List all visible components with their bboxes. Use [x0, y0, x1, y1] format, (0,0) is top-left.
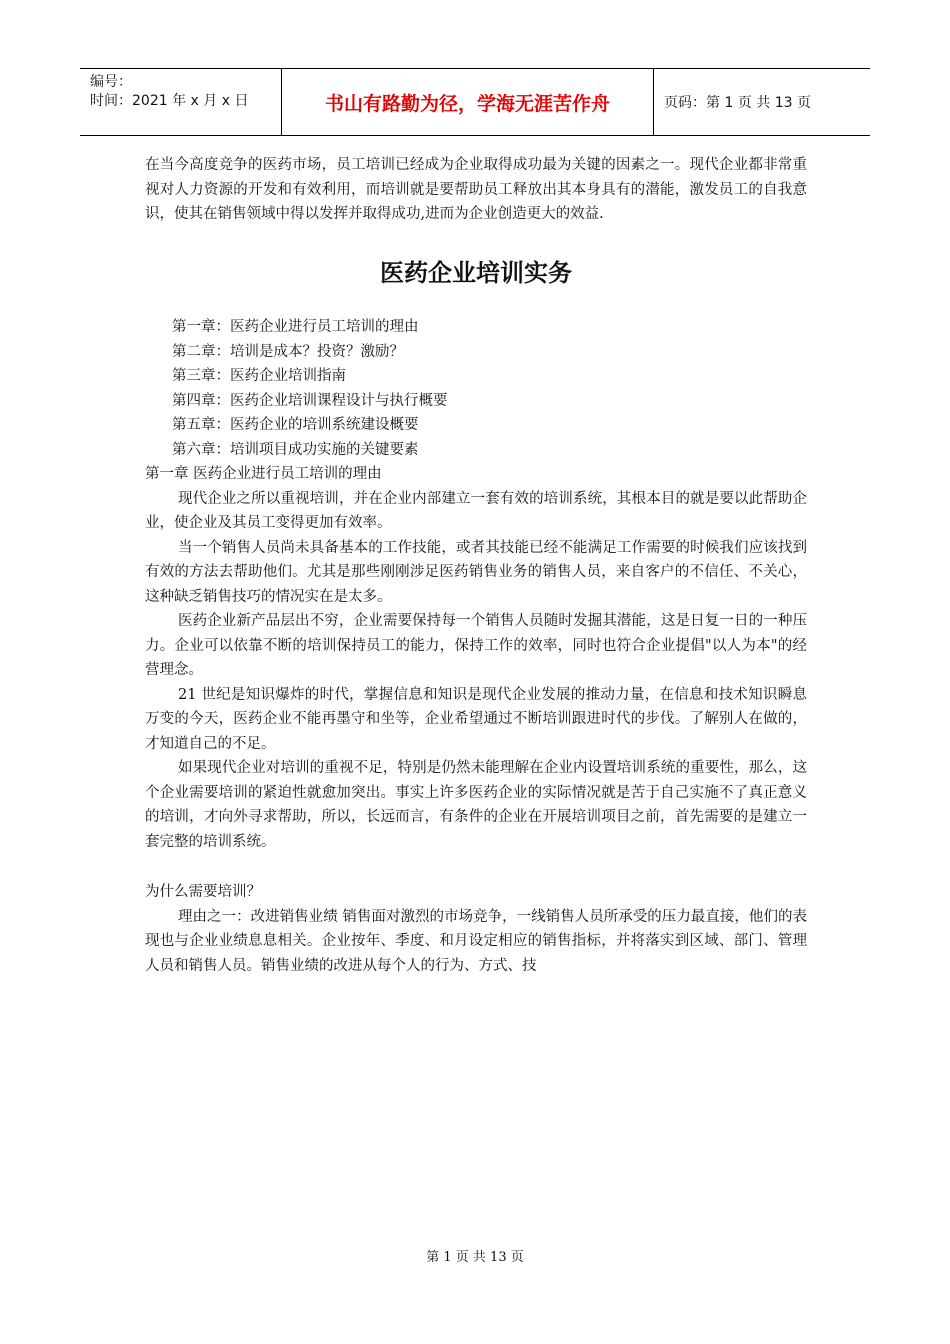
table-of-contents: [145, 315, 807, 462]
toc-item-3: 第三章：医药企业培训指南: [172, 368, 346, 384]
toc-item-5: 第五章：医药企业的培训系统建设概要: [172, 417, 419, 433]
toc-item-4: 第四章：医药企业培训课程设计与执行概要: [172, 392, 448, 409]
body-paragraph: 现代企业之所以重视培训，并在企业内部建立一套有效的培训系统，其根本目的就是要以此帮助企业，使企业及其员工变得更加有效率。: [145, 490, 807, 531]
document-header: [80, 68, 870, 136]
intro-paragraph: 在当今高度竞争的医药市场，员工培训已经成为企业取得成功最为关键的因素之一。现代企业都非常重视对人力资源的开发和有效利用，而培训就是要帮助员工释放出其本身具有的潜能，激发员工的自我意识，使其在销售领域中得以发挥并取得成功,进而为企业创造更大的效益.: [145, 157, 807, 222]
body-paragraph: 医药企业新产品层出不穷，企业需要保持每一个销售人员随时发掘其潜能，这是日复一日的一种压力。企业可以依靠不断的培训保持员工的能力，保持工作的效率，同时也符合企业提倡"以人为本"的经营理念。: [145, 613, 807, 678]
body-paragraph: 当一个销售人员尚未具备基本的工作技能，或者其技能已经不能满足工作需要的时候我们应该找到有效的方法去帮助他们。尤其是那些刚刚涉足医药销售业务的销售人员，来自客户的不信任、不关心，这种缺乏销售技巧的情况实在是太多。: [145, 539, 807, 605]
page-footer: 第 1 页 共 13 页: [426, 1250, 524, 1265]
document-body: [145, 153, 807, 978]
number-label: 编号：: [90, 74, 132, 90]
time-label: 时间：2021 年 x 月 x 日: [90, 93, 249, 109]
toc-item-1: 第一章：医药企业进行员工培训的理由: [172, 319, 419, 335]
toc-item-2: 第二章：培训是成本？投资？激励？: [172, 343, 404, 360]
toc-item-6: 第六章：培训项目成功实施的关键要素: [172, 441, 419, 458]
chapter-1-heading: 第一章 医药企业进行员工培训的理由: [145, 466, 382, 482]
reason-1-paragraph: 理由之一：改进销售业绩 销售面对激烈的市场竞争，一线销售人员所承受的压力最直接，他们的表现也与企业业绩息息相关。企业按年、季度、和月设定相应的销售指标，并将落实到区域、部门、管理人员和销售人员。销售业绩的改进从每个人的行为、方式、技: [145, 908, 807, 974]
header-motto: 书山有路勤为径，学海无涯苦作舟: [281, 69, 654, 135]
body-paragraph: 21 世纪是知识爆炸的时代，掌握信息和知识是现代企业发展的推动力量，在信息和技术知识瞬息万变的今天，医药企业不能再墨守和坐等，企业希望通过不断培训跟进时代的步伐。了解别人在做的，才知道自己的不足。: [145, 686, 807, 752]
body-paragraph: 如果现代企业对培训的重视不足，特别是仍然未能理解在企业内设置培训系统的重要性，那么，这个企业需要培训的紧迫性就愈加突出。事实上许多医药企业的实际情况就是苦于自己实施不了真正意义的培训，才向外寻求帮助，所以，长远而言，有条件的企业在开展培训项目之前，首先需要的是建立一套完整的培训系统。: [145, 760, 807, 850]
why-training-heading: 为什么需要培训？: [145, 884, 261, 900]
header-page-info: 页码：第 1 页 共 13 页: [664, 95, 811, 111]
document-title: 医药企业培训实务: [380, 258, 572, 287]
header-meta: [80, 69, 281, 135]
